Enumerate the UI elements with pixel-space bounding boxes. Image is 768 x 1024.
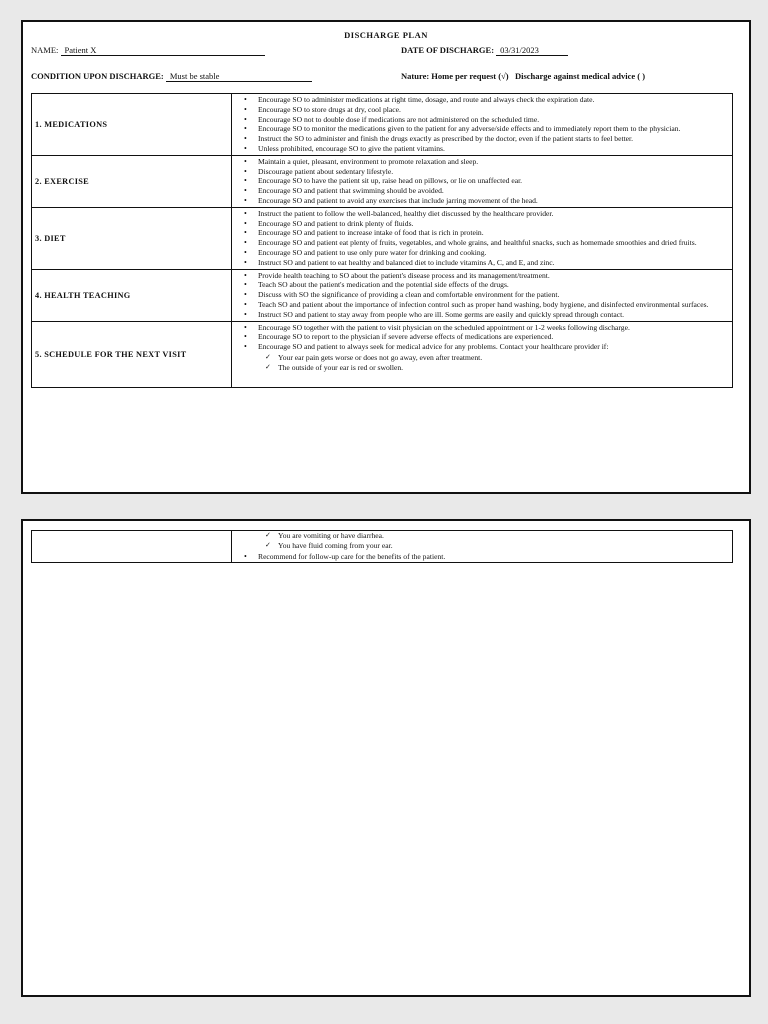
items-cell (232, 531, 733, 563)
list-item: • Provide health teaching to SO about the patient's disease process and its management/treatment. (258, 271, 728, 281)
empty-category-cell (32, 531, 232, 563)
health-teaching-list (232, 270, 732, 321)
nature-label: Nature: (401, 71, 430, 81)
condition-label: CONDITION UPON DISCHARGE: (31, 71, 164, 81)
table-row (32, 155, 733, 207)
items-cell (232, 269, 733, 321)
list-item: • Encourage SO to report to the physician if severe adverse effects of medications are experienced. (258, 332, 728, 342)
list-item: • Encourage SO not to double dose if medications are not administered on the scheduled time. (258, 115, 728, 125)
list-item: • Recommend for follow-up care for the benefits of the patient. (258, 552, 728, 562)
list-item: • Encourage SO and patient to avoid any exercises that include jarring movement of the head. (258, 196, 728, 206)
list-item: • Encourage SO to monitor the medications given to the patient for any adverse/side effects and to immediately report them to the physician. (258, 124, 728, 134)
list-item: • Encourage SO and patient to drink plenty of fluids. (258, 219, 728, 229)
checklist-item: ✓ The outside of your ear is red or swollen. (278, 363, 732, 373)
category-exercise: 2. EXERCISE (32, 155, 232, 207)
list-item: • Encourage SO to store drugs at dry, cool place. (258, 105, 728, 115)
checklist-item: ✓ Your ear pain gets worse or does not go away, even after treatment. (278, 353, 732, 363)
nature-home: Home per request (√) (431, 71, 509, 81)
continuation-checklist (232, 531, 732, 551)
medications-list (232, 94, 732, 155)
category-next-visit: 5. SCHEDULE FOR THE NEXT VISIT (32, 321, 232, 387)
continuation-table (31, 530, 733, 563)
discharge-date-field (401, 45, 568, 56)
list-item: • Discourage patient about sedentary lifestyle. (258, 167, 728, 177)
category-health-teaching: 4. HEALTH TEACHING (32, 269, 232, 321)
document-page-2 (21, 519, 751, 997)
condition-field (31, 71, 312, 82)
table-row (32, 531, 733, 563)
list-item: • Teach SO about the patient's medication and the potential side effects of the drugs. (258, 280, 728, 290)
discharge-plan-table (31, 93, 733, 388)
diet-list (232, 208, 732, 269)
category-medications: 1. MEDICATIONS (32, 94, 232, 156)
list-item: • Encourage SO and patient to increase intake of food that is rich in protein. (258, 228, 728, 238)
list-item: • Instruct the patient to follow the well-balanced, healthy diet discussed by the healthcare provider. (258, 209, 728, 219)
items-cell (232, 321, 733, 387)
table-row (32, 269, 733, 321)
table-row (32, 207, 733, 269)
list-item: • Encourage SO to administer medications at right time, dosage, and route and always check the expiration date. (258, 95, 728, 105)
patient-name-field (31, 45, 265, 56)
list-item: • Encourage SO and patient that swimming should be avoided. (258, 186, 728, 196)
list-item: • Maintain a quiet, pleasant, environment to promote relaxation and sleep. (258, 157, 728, 167)
items-cell (232, 207, 733, 269)
list-item: • Encourage SO and patient to always seek for medical advice for any problems. Contact your healthcare provider if: (258, 342, 728, 352)
nature-field (401, 71, 645, 81)
next-visit-checklist (232, 353, 732, 387)
list-item: • Encourage SO together with the patient to visit physician on the scheduled appointment or 1-2 weeks following discharge. (258, 323, 728, 333)
items-cell (232, 94, 733, 156)
list-item: • Encourage SO and patient to use only pure water for drinking and cooking. (258, 248, 728, 258)
list-item: • Instruct SO and patient to eat healthy and balanced diet to include vitamins A, C, and E, and zinc. (258, 258, 728, 268)
condition-value: Must be stable (166, 72, 312, 82)
nature-against: Discharge against medical advice ( ) (514, 71, 646, 81)
checklist-item: ✓ You have fluid coming from your ear. (278, 541, 732, 551)
document-title: DISCHARGE PLAN (344, 30, 428, 40)
items-cell (232, 155, 733, 207)
list-item: • Instruct SO and patient to stay away from people who are ill. Some germs are easily and quickly spread through contact. (258, 310, 728, 320)
category-diet: 3. DIET (32, 207, 232, 269)
continuation-list (232, 551, 732, 563)
checklist-item: ✓ You are vomiting or have diarrhea. (278, 531, 732, 541)
name-label: NAME: (31, 45, 59, 55)
document-page-1 (21, 20, 751, 494)
date-value: 03/31/2023 (496, 46, 568, 56)
list-item: • Discuss with SO the significance of providing a clean and comfortable environment for the patient. (258, 290, 728, 300)
list-item: • Encourage SO and patient eat plenty of fruits, vegetables, and whole grains, and healthful snacks, such as homemade smoothies and dried fruits. (258, 238, 728, 248)
exercise-list (232, 156, 732, 207)
name-value: Patient X (61, 46, 265, 56)
date-label: DATE OF DISCHARGE: (401, 45, 495, 55)
list-item: • Encourage SO to have the patient sit up, raise head on pillows, or lie on unaffected ear. (258, 176, 728, 186)
list-item: • Unless prohibited, encourage SO to give the patient vitamins. (258, 144, 728, 154)
list-item: • Instruct the SO to administer and finish the drugs exactly as prescribed by the doctor, even if the patient starts to feel better. (258, 134, 728, 144)
table-row (32, 94, 733, 156)
table-row (32, 321, 733, 387)
next-visit-list (232, 322, 732, 353)
list-item: • Teach SO and patient about the importance of infection control such as proper hand washing, body hygiene, and disinfected environmental surfaces. (258, 300, 728, 310)
